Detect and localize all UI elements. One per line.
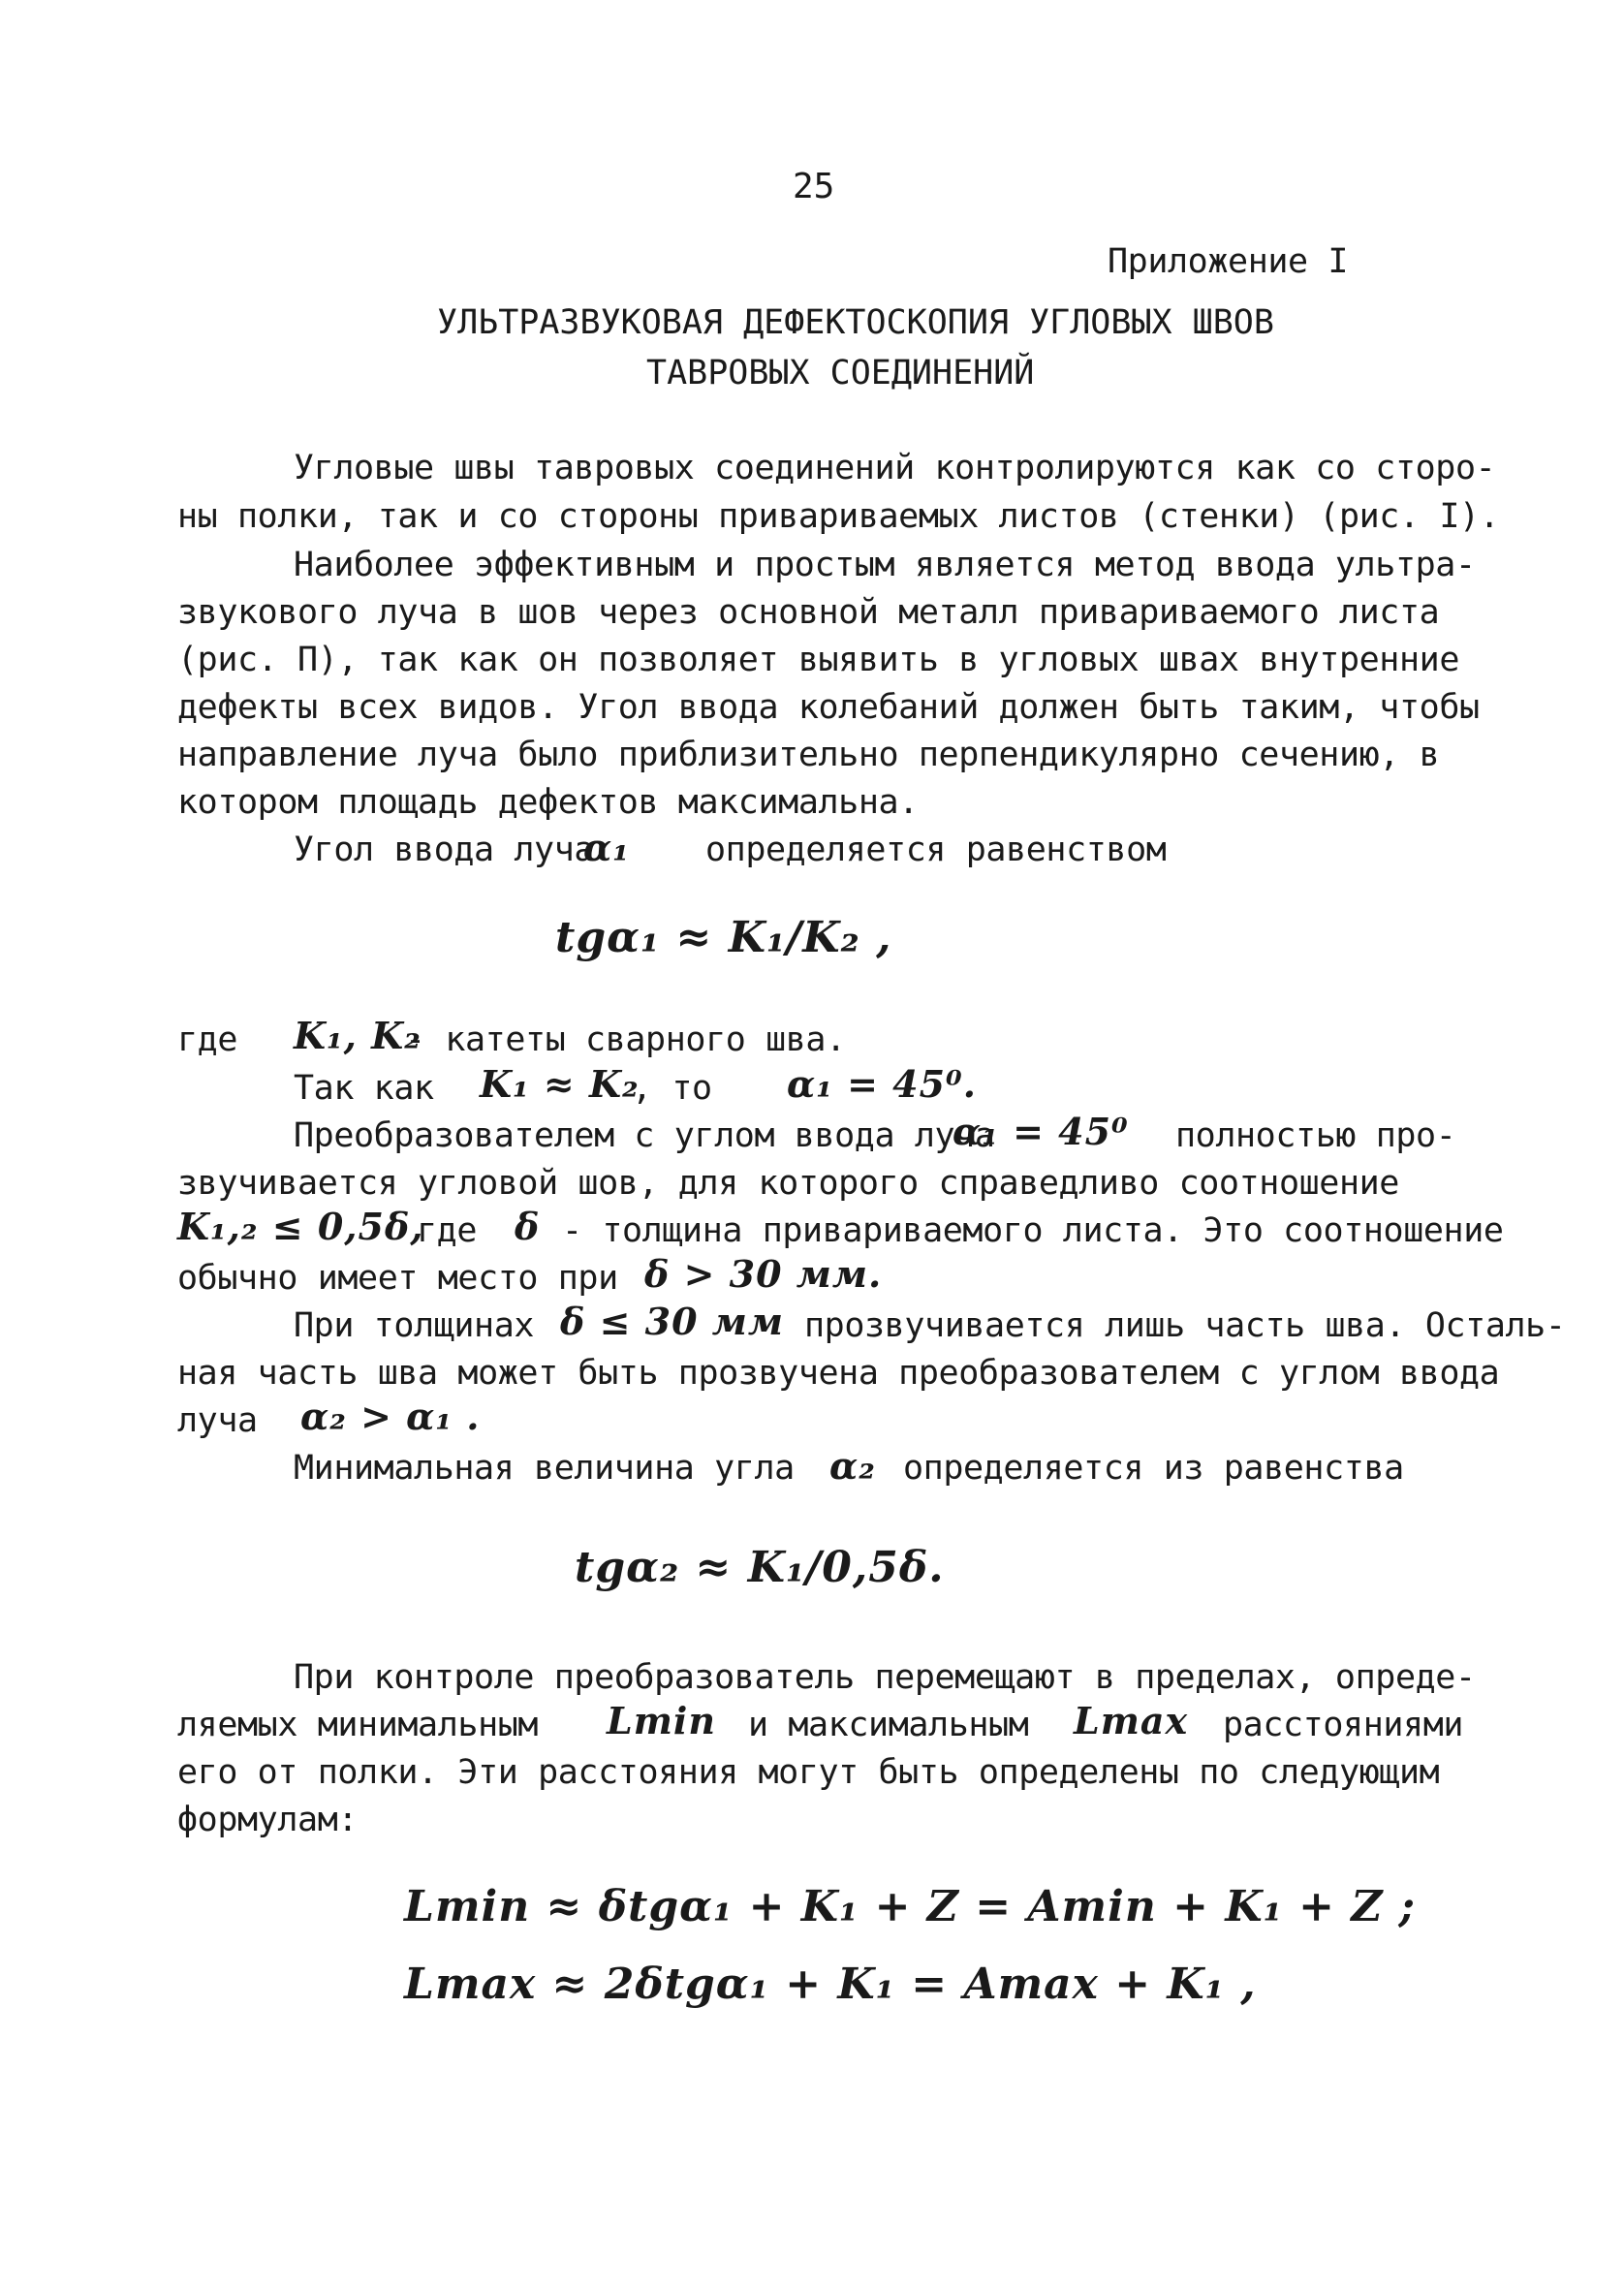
alpha-1-equals-45: α₁ = 45⁰.: [787, 1062, 977, 1106]
since-then: , то: [632, 1069, 712, 1108]
angle-intro-text: Угол ввода луча: [294, 831, 595, 869]
l-max-symbol: Lmax: [1074, 1699, 1189, 1742]
paragraph-2-line-4: дефекты всех видов. Угол ввода колебаний должен быть таким, чтобы: [177, 688, 1480, 727]
where-label: где: [177, 1020, 238, 1059]
paragraph-4-line-1-prefix: При толщинах: [294, 1306, 535, 1345]
min-angle-prefix: Минимальная величина угла: [294, 1449, 795, 1488]
alpha-1-symbol: α₁: [583, 826, 630, 869]
paragraph-5-line-2-suffix: расстояниями: [1223, 1706, 1464, 1744]
paragraph-3-line-3-where: где: [417, 1211, 478, 1250]
paragraph-3-line-1-prefix: Преобразователем с углом ввода луча: [294, 1116, 995, 1155]
alpha-2-symbol: α₂: [829, 1444, 876, 1488]
paragraph-2-line-2: звукового луча в шов через основной металл привариваемого листа: [177, 593, 1440, 632]
paragraph-1-line-1: Угловые швы тавровых соединений контролируются как со сторо-: [294, 449, 1496, 487]
formula-l-min: Lmin ≈ δtgα₁ + K₁ + Z = Amin + K₁ + Z ;: [404, 1882, 1417, 1931]
k12-relation: K₁,₂ ≤ 0,5δ,: [177, 1205, 424, 1248]
min-angle-suffix: определяется из равенства: [903, 1449, 1404, 1488]
where-description: - катеты сварного шва.: [405, 1020, 846, 1059]
paragraph-2-line-6: котором площадь дефектов максимальна.: [177, 783, 919, 822]
k1-k2-symbols: K₁, K₂: [294, 1014, 422, 1057]
paragraph-3-line-1-suffix: полностью про-: [1175, 1116, 1456, 1155]
paragraph-1-line-2: ны полки, так и со стороны привариваемых листов (стенки) (рис. I).: [177, 497, 1500, 536]
title-line-1: УЛЬТРАЗВУКОВАЯ ДЕФЕКТОСКОПИЯ УГЛОВЫХ ШВОВ: [437, 303, 1274, 342]
delta-symbol: δ: [515, 1205, 541, 1248]
page-number: 25: [793, 167, 835, 206]
paragraph-3-line-2: звучивается угловой шов, для которого справедливо соотношение: [177, 1164, 1399, 1203]
appendix-label: Приложение I: [1108, 242, 1349, 281]
formula-tg-alpha-1: tgα₁ ≈ K₁/K₂ ,: [555, 913, 892, 962]
since-label: Так как: [294, 1069, 434, 1108]
title-line-2: ТАВРОВЫХ СОЕДИНЕНИЙ: [646, 354, 1035, 392]
paragraph-3-line-4-prefix: обычно имеет место при: [177, 1259, 618, 1298]
paragraph-2-line-3: (рис. П), так как он позволяет выявить в угловых швах внутренние: [177, 641, 1459, 679]
delta-less-30: δ ≤ 30 мм: [560, 1300, 785, 1343]
paragraph-5-line-1: При контроле преобразователь перемещают в пределах, опреде-: [294, 1658, 1476, 1697]
paragraph-4-line-2: ная часть шва может быть прозвучена преобразователем с углом ввода: [177, 1354, 1500, 1393]
alpha-1-45-inline: α₁ = 45⁰: [953, 1110, 1129, 1153]
alpha-2-greater-alpha-1: α₂ > α₁ .: [300, 1395, 481, 1438]
paragraph-5-line-4: формулам:: [177, 1801, 359, 1839]
k1-approx-k2: K₁ ≈ K₂: [480, 1062, 640, 1106]
paragraph-2-line-5: направление луча было приблизительно перпендикулярно сечению, в: [177, 736, 1440, 774]
paragraph-5-line-2-prefix: ляемых минимальным: [177, 1706, 539, 1744]
paragraph-5-line-2-mid: и максимальным: [748, 1706, 1029, 1744]
l-min-symbol: Lmin: [607, 1699, 716, 1742]
paragraph-4-line-3-prefix: луча: [177, 1401, 258, 1440]
angle-intro-suffix: определяется равенством: [705, 831, 1167, 869]
paragraph-5-line-3: его от полки. Эти расстояния могут быть определены по следующим: [177, 1753, 1440, 1792]
formula-tg-alpha-2: tgα₂ ≈ K₁/0,5δ.: [575, 1543, 945, 1592]
delta-greater-30: δ > 30 мм.: [644, 1252, 883, 1296]
paragraph-3-line-3-suffix: - толщина привариваемого листа. Это соотношение: [562, 1211, 1504, 1250]
formula-l-max: Lmax ≈ 2δtgα₁ + K₁ = Amax + K₁ ,: [404, 1960, 1257, 2009]
paragraph-2-line-1: Наиболее эффективным и простым является метод ввода ультра-: [294, 546, 1476, 584]
paragraph-4-line-1-suffix: прозвучивается лишь часть шва. Осталь-: [804, 1306, 1566, 1345]
